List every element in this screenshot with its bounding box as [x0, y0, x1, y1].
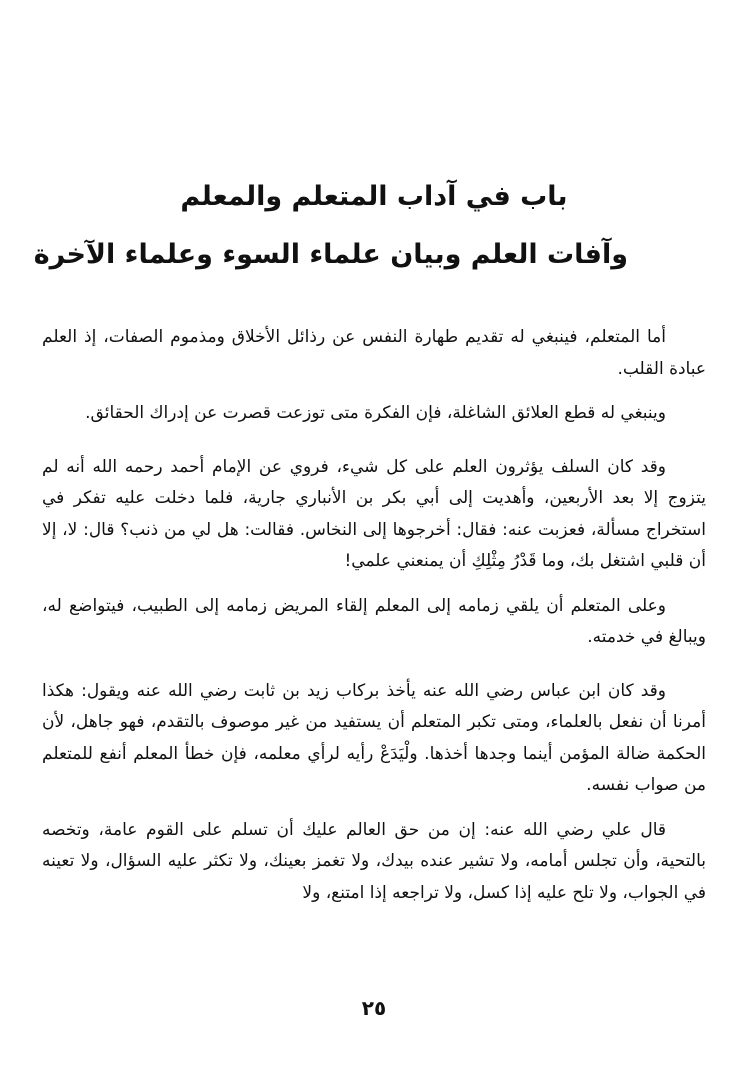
paragraph-gap [42, 385, 706, 398]
paragraph-6: قال علي رضي الله عنه: إن من حق العالم عليك أن تسلم على القوم عامة، وتخصه بالتحية، وأن تجلس أمامه، ولا تشير عنده بيدك، ولا تغمز بعينك، ولا تكثر عليه السؤال، ولا تعينه في الجواب، ولا تلح عليه إذا كسل، ولا تراجعه إذا امتنع، ولا [42, 819, 706, 903]
paragraph-4: وعلى المتعلم أن يلقي زمامه إلى المعلم إلقاء المريض زمامه إلى الطبيب، فيتواضع له، ويبالغ في خدمته. [42, 595, 706, 647]
body-text [42, 322, 706, 909]
chapter-title [33, 168, 628, 284]
paragraph-5: وقد كان ابن عباس رضي الله عنه يأخذ بركاب زيد بن ثابت رضي الله عنه ويقول: هكذا أمرنا أن نفعل بالعلماء، ومتى تكبر المتعلم أن يستفيد من غير موصوف بالتقدم، فهو جاهل، لأن الحكمة ضالة المؤمن أينما وجدها أخذها. ولْيَدَعْ رأيه لرأي معلمه، فإن خطأ المعلم أنفع للمتعلم من صواب نفسه. [42, 680, 706, 795]
paragraph-gap [42, 430, 706, 452]
paragraph-gap [42, 802, 706, 815]
paragraph-1: أما المتعلم، فينبغي له تقديم طهارة النفس عن رذائل الأخلاق ومذموم الصفات، إذ العلم عبادة القلب. [42, 327, 706, 379]
paragraph-gap [42, 654, 706, 676]
chapter-title-line-1: باب في آداب المتعلم والمعلم [180, 181, 568, 212]
paragraph-3: وقد كان السلف يؤثرون العلم على كل شيء، فروي عن الإمام أحمد رحمه الله أنه لم يتزوج إلا بعد الأربعين، وأهديت إلى أبي بكر بن الأنباري جارية، فلما دخلت عليه تفكر في استخراج مسألة، فعزبت عنه: فقال: أخرجوها إلى النخاس. فقالت: هل لي من ذنب؟ قال: لا، إلا أن قلبي اشتغل بك، وما قَدْرُ مِثْلِكِ أن يمنعني علمي! [42, 456, 706, 571]
chapter-title-line-2: وآفات العلم وبيان علماء السوء وعلماء الآخرة [33, 239, 628, 270]
paragraph-2: وينبغي له قطع العلائق الشاغلة، فإن الفكرة متى توزعت قصرت عن إدراك الحقائق. [85, 403, 666, 423]
paragraph-gap [42, 578, 706, 591]
page-number: ٢٥ [361, 996, 387, 1020]
